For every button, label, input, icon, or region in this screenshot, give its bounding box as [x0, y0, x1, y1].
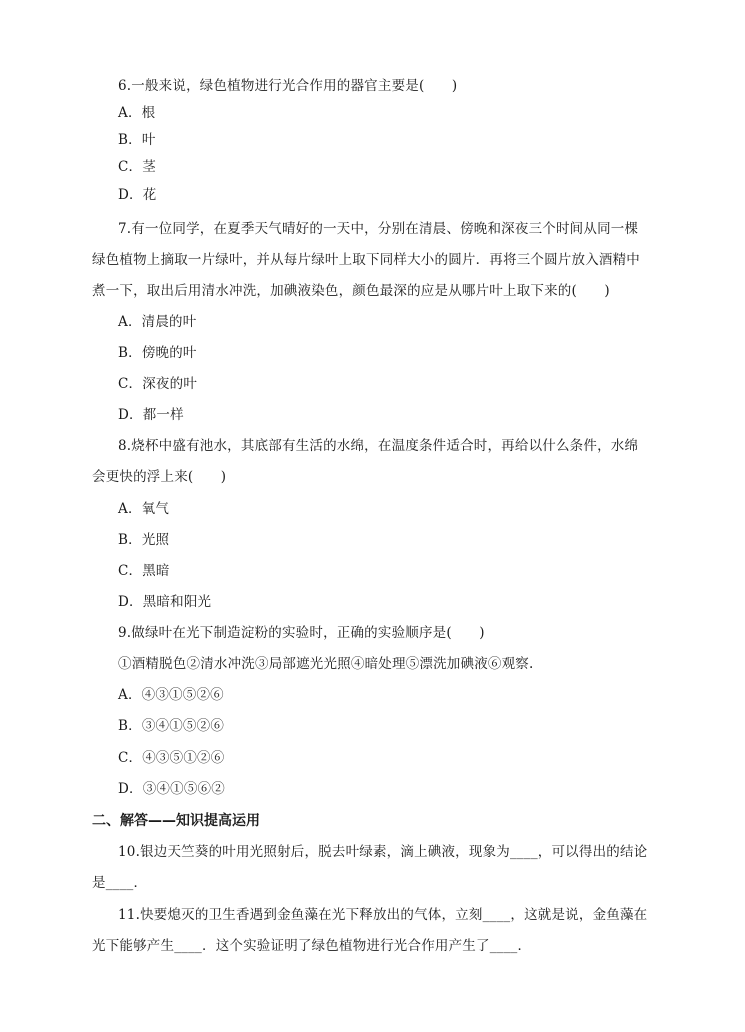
question-6-stem: 6.一般来说，绿色植物进行光合作用的器官主要是( ) [118, 78, 458, 94]
question-7-stem-line-3: 煮一下，取出后用清水冲洗，加碘液染色，颜色最深的应是从哪片叶上取下来的( ) [92, 283, 610, 299]
question-11-line-2: 光下能够产生____．这个实验证明了绿色植物进行光合作用产生了____． [92, 938, 532, 954]
question-8-option-a: A．氧气 [118, 501, 170, 517]
question-8-option-d: D．黑暗和阳光 [118, 594, 212, 610]
question-7-option-a: A．清晨的叶 [118, 314, 197, 330]
question-7-stem-line-1: 7.有一位同学，在夏季天气晴好的一天中，分别在清晨、傍晚和深夜三个时间从同一棵 [118, 221, 639, 237]
question-6-option-d: D．花 [118, 187, 157, 203]
question-9-option-a: A．④③①⑤②⑥ [118, 687, 224, 703]
section-2-title: 二、解答——知识提高运用 [92, 813, 260, 829]
question-9-option-c: C．④③⑤①②⑥ [118, 750, 225, 766]
question-10-line-2: 是____． [92, 875, 148, 891]
question-7-option-c: C．深夜的叶 [118, 376, 198, 392]
question-7-option-d: D．都一样 [118, 407, 184, 423]
question-6-option-b: B．叶 [118, 132, 156, 148]
question-9-steps: ①酒精脱色②清水冲洗③局部遮光光照④暗处理⑤漂洗加碘液⑥观察. [118, 656, 534, 672]
question-8-option-c: C．黑暗 [118, 563, 170, 579]
question-9-option-b: B．③④①⑤②⑥ [118, 718, 225, 734]
question-6-option-a: A．根 [118, 105, 156, 121]
question-7-option-b: B．傍晚的叶 [118, 345, 197, 361]
question-8-stem-line-2: 会更快的浮上来( ) [92, 469, 227, 485]
question-11-line-1: 11.快要熄灭的卫生香遇到金鱼藻在光下释放出的气体，立刻____，这就是说，金鱼藻在 [118, 907, 648, 923]
question-10-line-1: 10.银边天竺葵的叶用光照射后，脱去叶绿素，滴上碘液，现象为____，可以得出的结论 [118, 844, 648, 860]
question-7-stem-line-2: 绿色植物上摘取一片绿叶，并从每片绿叶上取下同样大小的圆片．再将三个圆片放入酒精中 [92, 252, 640, 268]
question-9-stem: 9.做绿叶在光下制造淀粉的实验时，正确的实验顺序是( ) [118, 625, 485, 641]
question-6-option-c: C．茎 [118, 159, 156, 175]
question-9-option-d: D．③④①⑤⑥② [118, 781, 225, 797]
question-8-option-b: B．光照 [118, 532, 170, 548]
question-8-stem-line-1: 8.烧杯中盛有池水，其底部有生活的水绵，在温度条件适合时，再给以什么条件，水绵 [118, 438, 639, 454]
